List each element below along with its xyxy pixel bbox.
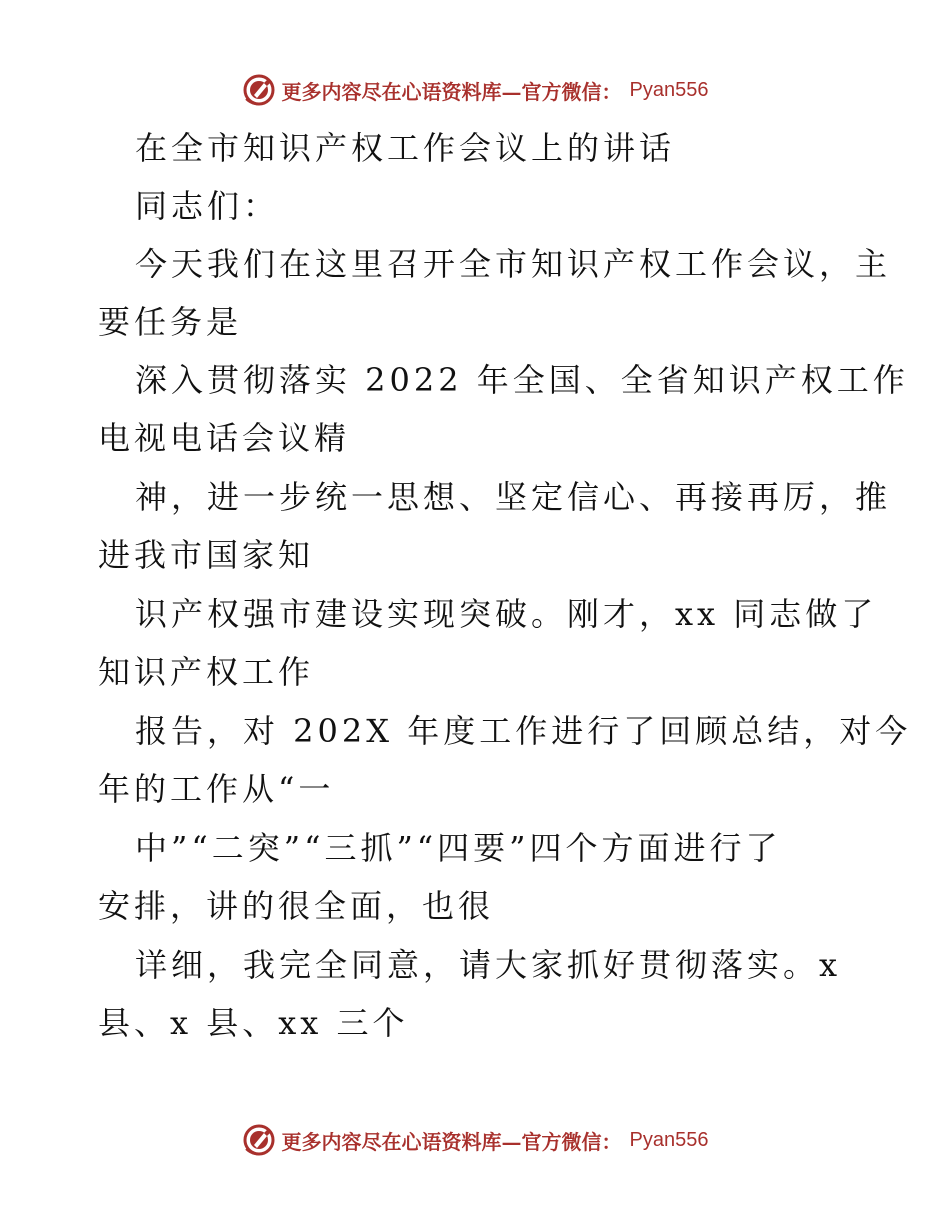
pen-logo-icon [242,73,276,107]
paragraph-line: 识产权强市建设实现突破。刚才，xx 同志做了 [135,595,878,633]
header-banner-wechat-id: Pyan556 [629,78,709,101]
paragraph-line: 县、x 县、xx 三个 [98,1004,409,1042]
header-banner-text: 更多内容尽在心语资料库—官方微信： [281,79,622,104]
footer-banner-inner [242,1123,709,1157]
salutation: 同志们： [135,187,280,225]
paragraph-line: 年的工作从“一 [98,770,335,808]
paragraph-line: 要任务是 [98,303,243,341]
pen-logo-icon [242,1123,276,1157]
footer-banner [0,1120,950,1160]
paragraph-line: 中”“二突”“三抓”“四要”四个方面进行了 [135,829,782,867]
paragraph-line: 今天我们在这里召开全市知识产权工作会议，主 [135,245,892,283]
footer-banner-text: 更多内容尽在心语资料库—官方微信： [281,1129,622,1154]
document-title: 在全市知识产权工作会议上的讲话 [135,129,676,167]
paragraph-line: 知识产权工作 [98,653,315,691]
footer-banner-wechat-id: Pyan556 [629,1128,709,1151]
header-banner-inner [242,73,709,107]
paragraph-line: 电视电话会议精 [98,419,351,457]
paragraph-line: 神，进一步统一思想、坚定信心、再接再厉，推 [135,478,892,516]
paragraph-line: 详细，我完全同意，请大家抓好贯彻落实。x [135,946,842,984]
paragraph-line: 报告，对 202X 年度工作进行了回顾总结，对今 [135,712,912,750]
paragraph-line: 进我市国家知 [98,536,315,574]
header-banner [0,70,950,110]
paragraph-line: 深入贯彻落实 2022 年全国、全省知识产权工作 [135,361,909,399]
paragraph-line: 安排，讲的很全面，也很 [98,887,495,925]
